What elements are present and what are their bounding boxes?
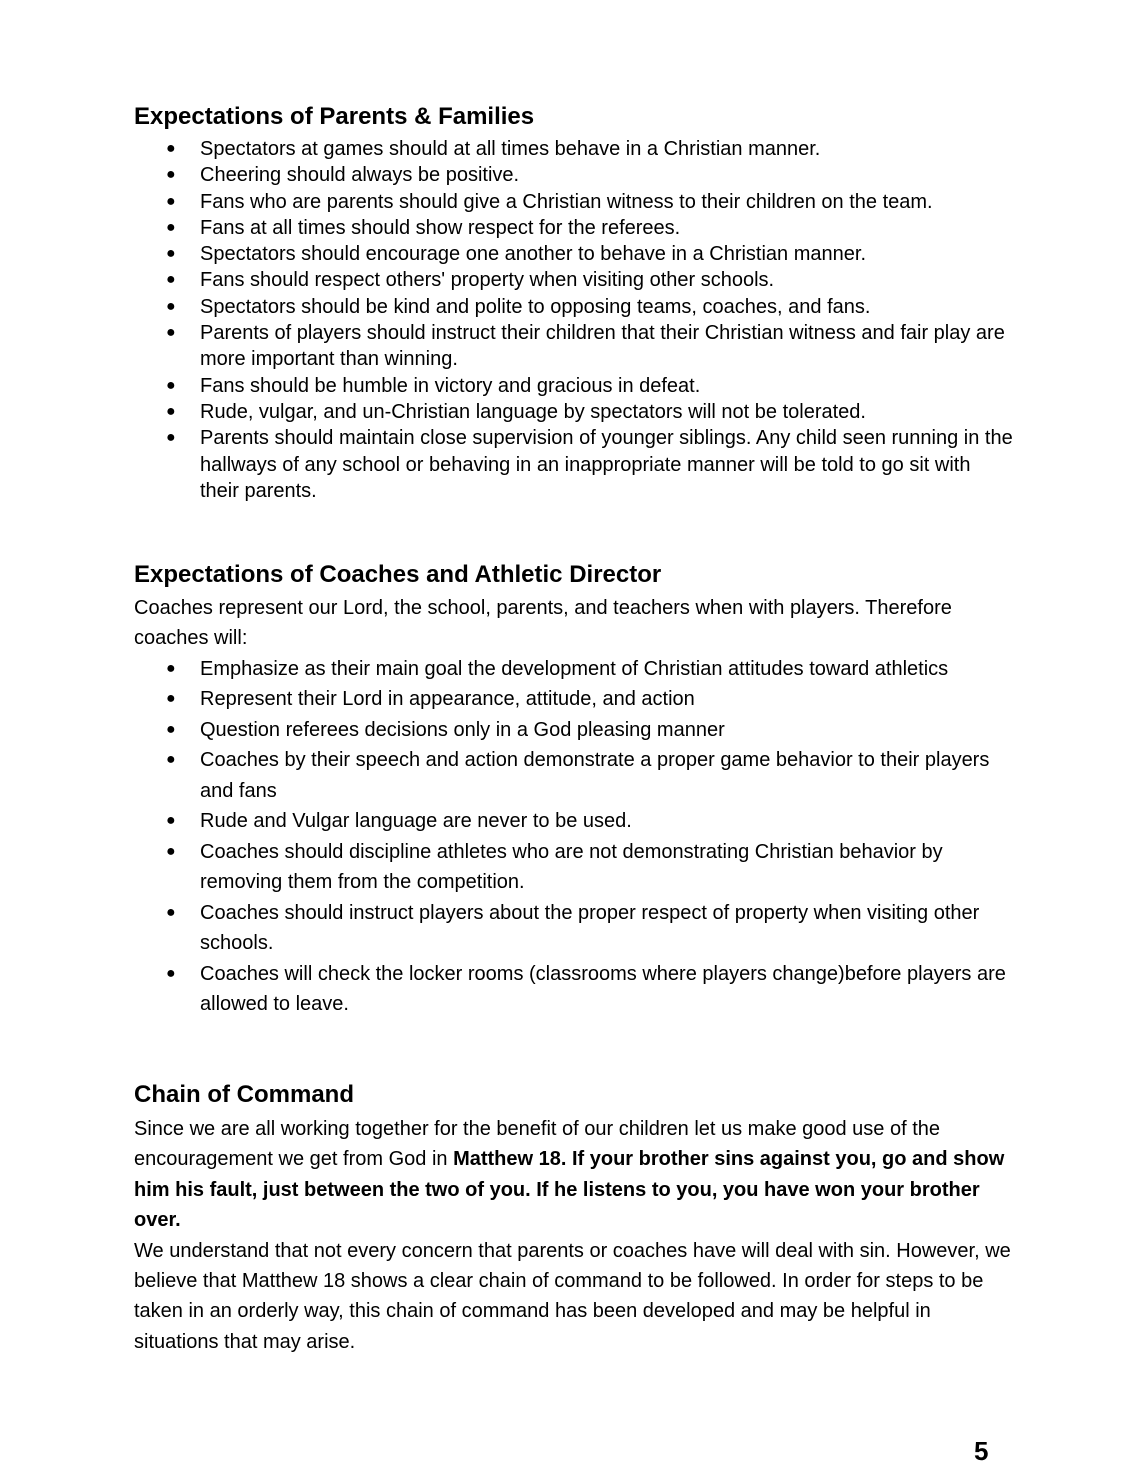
bullet-icon: ● (166, 297, 176, 315)
bullet-icon: ● (166, 218, 176, 236)
list-item-text: Coaches should instruct players about the proper respect of property when visiting other schools. (200, 901, 980, 955)
list-item-text: Spectators should encourage one another to behave in a Christian manner. (200, 243, 866, 266)
list-item-text: Rude, vulgar, and un-Christian language by spectators will not be tolerated. (200, 400, 866, 423)
section-heading: Expectations of Parents & Families (134, 103, 535, 130)
list-item-text: Spectators should be kind and polite to opposing teams, coaches, and fans. (200, 295, 871, 318)
bullet-icon: ● (166, 140, 176, 157)
bullet-icon: ● (166, 324, 176, 342)
list-item-text: Coaches should discipline athletes who are not demonstrating Christian behavior by removing them from the competition. (200, 840, 943, 894)
list-item-text: Emphasize as their main goal the development of Christian attitudes toward athletics (200, 657, 949, 680)
list-item (134, 241, 1014, 267)
bullet-icon: ● (166, 751, 176, 769)
list-item (134, 320, 1014, 373)
chain-paragraph-2: We understand that not every concern that parents or coaches have will deal with sin. However, we believe that Matthew 18 shows a clear chain of command to be followed. In order for steps to be taken in an orderly way, this chain of command has been developed and may be helpful in situations that may arise. (134, 1239, 1011, 1353)
list-item (134, 806, 1014, 837)
page-number: 5 (974, 1436, 989, 1466)
list-item (134, 136, 1014, 162)
parents-section (134, 102, 1014, 504)
chain-of-command-section (134, 1080, 1014, 1357)
list-item (134, 684, 1014, 715)
list-item (134, 215, 1014, 241)
bullet-icon: ● (166, 903, 176, 921)
list-item (134, 959, 1014, 1020)
bullet-icon: ● (166, 166, 176, 184)
list-item-text: Rude and Vulgar language are never to be used. (200, 810, 632, 833)
bullet-icon: ● (166, 271, 176, 289)
list-item-text: Spectators at games should at all times behave in a Christian manner. (200, 138, 821, 160)
list-item (134, 715, 1014, 746)
bullet-icon: ● (166, 245, 176, 263)
list-item-text: Parents should maintain close supervision of younger siblings. Any child seen running in the hallways of any school or behaving in an inappropriate manner will be told to go sit with their parents. (200, 427, 1013, 502)
scripture-quote: Matthew 18. If your brother sins against you, go and show him his fault, just between the two of you. If he listens to you, you have won your brother over. (134, 1148, 1005, 1232)
list-item-text: Fans who are parents should give a Christian witness to their children on the team. (200, 190, 933, 213)
bullet-icon: ● (166, 842, 176, 860)
list-item (134, 267, 1014, 293)
list-item (134, 837, 1014, 898)
parents-expectations-list (134, 136, 1014, 504)
bullet-icon: ● (166, 964, 176, 982)
list-item (134, 745, 1014, 806)
list-item (134, 294, 1014, 320)
list-item-text: Fans at all times should show respect for the referees. (200, 216, 681, 239)
chain-paragraph-1-text: Since we are all working together for the benefit of our children let us make good use of the encouragement we get from God in (134, 1118, 941, 1171)
bullet-icon: ● (166, 812, 176, 830)
bullet-icon: ● (166, 429, 176, 447)
list-item (134, 654, 1014, 685)
list-item-text: Question referees decisions only in a God pleasing manner (200, 718, 725, 741)
list-item (134, 898, 1014, 959)
list-item-text: Coaches by their speech and action demonstrate a proper game behavior to their players and fans (200, 749, 990, 802)
list-item-text: Cheering should always be positive. (200, 164, 520, 187)
list-item-text: Parents of players should instruct their children that their Christian witness and fair play are more important than winning. (200, 322, 1005, 371)
bullet-icon: ● (166, 690, 176, 708)
list-item (134, 162, 1014, 188)
list-item-text: Fans should be humble in victory and gracious in defeat. (200, 374, 701, 397)
chain-paragraph-1 (134, 1114, 1014, 1236)
section-heading: Chain of Command (134, 1081, 354, 1108)
list-item-text: Represent their Lord in appearance, attitude, and action (200, 688, 695, 711)
list-item (134, 425, 1014, 504)
bullet-icon: ● (166, 659, 176, 677)
list-item (134, 373, 1014, 399)
list-item (134, 399, 1014, 425)
list-item-text: Coaches will check the locker rooms (classrooms where players change)before players are allowed to leave. (200, 962, 1006, 1016)
list-item (134, 189, 1014, 215)
bullet-icon: ● (166, 192, 176, 210)
bullet-icon: ● (166, 720, 176, 738)
coaches-section (134, 560, 1014, 1020)
bullet-icon: ● (166, 402, 176, 420)
section-heading: Expectations of Coaches and Athletic Director (134, 561, 662, 588)
coaches-intro: Coaches represent our Lord, the school, parents, and teachers when with players. Therefore coaches will: (134, 597, 952, 650)
coaches-expectations-list (134, 654, 1014, 1020)
list-item-text: Fans should respect others' property when visiting other schools. (200, 269, 775, 292)
bullet-icon: ● (166, 376, 176, 394)
